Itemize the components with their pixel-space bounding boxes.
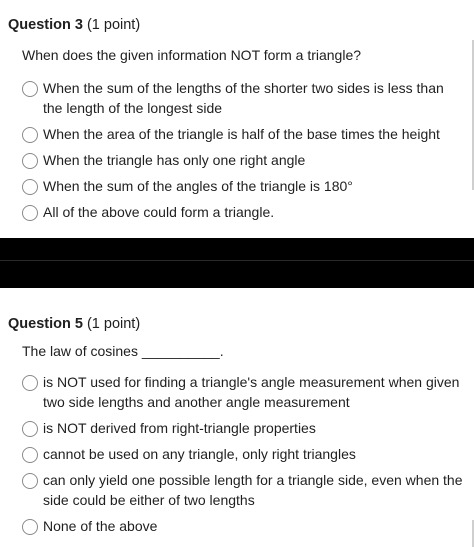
option-label: When the area of the triangle is half of the base times the height <box>43 126 440 142</box>
option-label: When the triangle has only one right angle <box>43 152 306 168</box>
question-3-option-4[interactable] <box>22 176 464 196</box>
question-3-option-2[interactable] <box>22 124 464 144</box>
option-label: None of the above <box>43 518 158 534</box>
question-5-option-1[interactable] <box>22 372 464 412</box>
question-5-points: (1 point) <box>86 316 141 332</box>
option-label: When the sum of the lengths of the shorter two sides is less than the length of the longest side <box>43 80 444 116</box>
question-3-option-1[interactable] <box>22 78 464 118</box>
question-5-option-3[interactable] <box>22 444 464 464</box>
question-3-options <box>22 78 464 222</box>
radio-button[interactable] <box>22 519 38 535</box>
question-5-option-2[interactable] <box>22 418 464 438</box>
radio-button[interactable] <box>22 473 38 489</box>
question-5-number: Question 5 <box>8 316 83 332</box>
option-label: can only yield one possible length for a triangle side, even when the side could be either of two lengths <box>43 472 463 508</box>
question-3-points: (1 point) <box>86 17 141 33</box>
question-3-option-3[interactable] <box>22 150 464 170</box>
radio-button[interactable] <box>22 205 38 221</box>
radio-button[interactable] <box>22 375 38 391</box>
question-3-number: Question 3 <box>8 17 83 33</box>
question-5-header <box>8 316 140 332</box>
question-5-option-5[interactable] <box>22 516 464 536</box>
option-label: is NOT used for finding a triangle's angle measurement when given two side lengths and another angle measurement <box>43 374 460 410</box>
question-3-prompt: When does the given information NOT form a triangle? <box>22 47 362 63</box>
question-3 <box>0 0 474 238</box>
radio-button[interactable] <box>22 127 38 143</box>
option-label: All of the above could form a triangle. <box>43 204 275 220</box>
section-separator <box>0 238 474 288</box>
question-5-option-4[interactable] <box>22 470 464 510</box>
question-5 <box>0 288 474 547</box>
question-5-options <box>22 372 464 536</box>
question-3-option-5[interactable] <box>22 202 464 222</box>
option-label: When the sum of the angles of the triangle is 180° <box>43 178 353 194</box>
question-5-prompt: The law of cosines __________. <box>22 343 224 359</box>
option-label: cannot be used on any triangle, only right triangles <box>43 446 356 462</box>
radio-button[interactable] <box>22 81 38 97</box>
radio-button[interactable] <box>22 447 38 463</box>
option-label: is NOT derived from right-triangle properties <box>43 420 316 436</box>
question-3-header <box>8 17 140 33</box>
radio-button[interactable] <box>22 421 38 437</box>
separator-line <box>0 260 474 261</box>
radio-button[interactable] <box>22 179 38 195</box>
radio-button[interactable] <box>22 153 38 169</box>
